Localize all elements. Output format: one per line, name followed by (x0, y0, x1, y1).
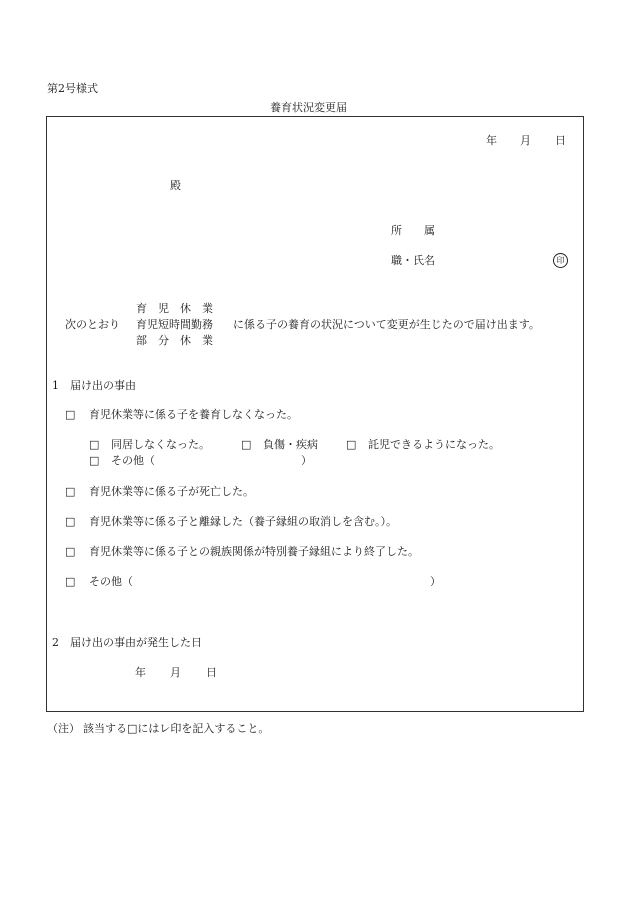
note-label: （注） (47, 722, 80, 735)
sub4-label-close: ） (301, 454, 312, 467)
item1-label: 育児休業等に係る子を養育しなくなった。 (89, 408, 298, 421)
item4-checkbox[interactable]: □ (65, 545, 76, 558)
item5-label-close: ） (430, 575, 441, 588)
sub1-label: 同居しなくなった。 (111, 438, 210, 451)
section1-title: 1 届け出の事由 (52, 379, 136, 392)
sub4-label-open: その他（ (111, 454, 155, 467)
date-day-label: 日 (555, 134, 566, 147)
intro-tail: に係る子の養育の状況について変更が生じたので届け出ます。 (233, 318, 540, 331)
sub2-checkbox[interactable]: □ (241, 438, 252, 451)
section2-title: 2 届け出の事由が発生した日 (52, 636, 202, 649)
intro-option-short-hours: 育児短時間勤務 (136, 318, 213, 331)
item5-checkbox[interactable]: □ (65, 575, 76, 588)
form-title: 養育状況変更届 (270, 101, 347, 114)
item2-checkbox[interactable]: □ (65, 485, 76, 498)
date-month-label: 月 (520, 134, 531, 147)
addressee-suffix: 殿 (170, 179, 181, 192)
intro-option-childcare-leave: 育 児 休 業 (136, 302, 213, 315)
sub3-checkbox[interactable]: □ (346, 438, 357, 451)
intro-lead: 次のとおり (65, 318, 120, 331)
occurrence-year-label: 年 (135, 666, 146, 679)
sub3-label: 託児できるようになった。 (368, 438, 500, 451)
affiliation-label: 所 属 (391, 224, 435, 237)
item1-checkbox[interactable]: □ (65, 408, 76, 421)
intro-option-partial-leave: 部 分 休 業 (136, 334, 213, 347)
seal-icon: 印 (553, 253, 568, 268)
item5-label-open: その他（ (89, 575, 133, 588)
item4-label: 育児休業等に係る子との親族関係が特別養子縁組により終了した。 (89, 545, 419, 558)
name-label: 職・氏名 (391, 254, 435, 267)
sub1-checkbox[interactable]: □ (89, 438, 100, 451)
item3-checkbox[interactable]: □ (65, 515, 76, 528)
sub2-label: 負傷・疾病 (263, 438, 318, 451)
form-number: 第2号様式 (47, 82, 98, 95)
date-year-label: 年 (486, 134, 497, 147)
note-text: 該当する□にはレ印を記入すること。 (83, 722, 270, 735)
occurrence-month-label: 月 (170, 666, 181, 679)
sub4-checkbox[interactable]: □ (89, 454, 100, 467)
occurrence-day-label: 日 (206, 666, 217, 679)
item3-label: 育児休業等に係る子と離縁した（養子縁組の取消しを含む。）。 (89, 515, 397, 528)
item2-label: 育児休業等に係る子が死亡した。 (89, 485, 254, 498)
